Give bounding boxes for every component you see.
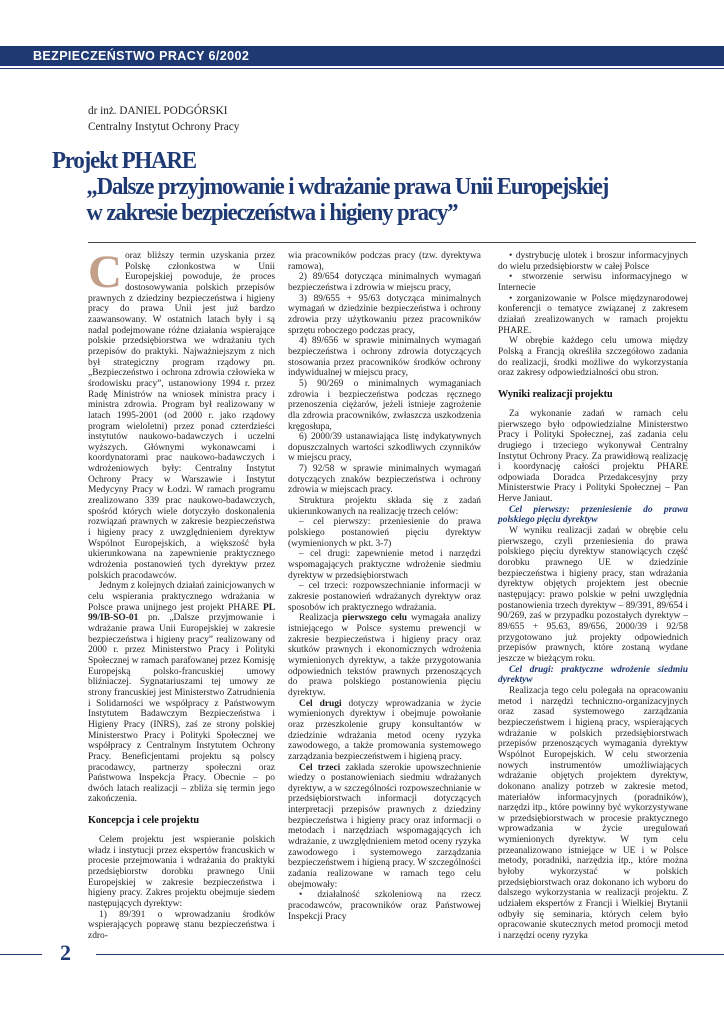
list-item: – cel drugi: zapewnienie metod i narzędzi wspomagających praktyczne wdrożenie siedmiu dyrektyw w przedsiębiorstwach xyxy=(288,549,481,581)
intro-text: oraz bliższy termin uzyskania przez Polskę członkostwa w Unii Europejskiej powoduje, że proces dostosowywania polskich przepisów prawnych z dziedziny bezpieczeństwa i higieny pracy do prawa Unii jest już bardzo zaawansowany. W ostatnich latach były i są nadal podejmowane różne działania wspierające polskie przedsiębiorstwa we wdrażaniu tych przepisów do praktyki. Najważniejszym z nich był strategiczny program rządowy pn. „Bezpieczeństwo i ochrona zdrowia człowieka w środowisku pracy”, ustanowiony 1994 r. przez Radę Ministrów na wniosek ministra pracy i ministra zdrowia. Program był realizowany w latach 1995-2001 (od 2000 r. jako rządowy program wieloletni) przez ponad czterdzieści instytutów naukowo-badawczych i uczelni wyższych. Głównymi wykonawcami i koordynatorami prac naukowo-badawczych i wdrożeniowych były: Centralny Instytut Ochrony Pracy w Warszawie i Instytut Medycyny Pracy w Łodzi. W ramach programu zrealizowano 339 prac naukowo-badawczych, spośród których wiele dotyczyło doskonalenia rozwiązań prawnych w zakresie bezpieczeństwa i higieny pracy z uwzględnieniem dyrektyw Wspólnot Europejskich, a większość była ukierunkowana na zapewnienie praktycznego wdrożenia postanowień tych dyrektyw przez polskich pracodawców. xyxy=(88,251,275,581)
author-affiliation: Centralny Instytut Ochrony Pracy xyxy=(88,121,240,133)
text-run: zakłada szerokie upowszechnienie wiedzy o postanowieniach siedmiu wdrażanych dyrektyw, a w szczególności rozpowszechnianie w przedsiębiorstwach informacji dotyczących interpretacji przepisów prawnych z dziedziny bezpieczeństwa i higieny pracy oraz informacji o metodach i narzędziach wspomagających ich wdrażanie, z uwzględnieniem metod oceny ryzyka zawodowego i systemowego zarządzania bezpieczeństwem i higieną pracy. W szczególności zadania realizowane w ramach tego celu obejmowały: xyxy=(288,762,481,890)
list-item: • stworzenie serwisu informacyjnego w Internecie xyxy=(498,272,688,293)
text-column-1 xyxy=(88,246,275,942)
list-item: – cel trzeci: rozpowszechnianie informacji w zakresie postanowień wdrażanych dyrektyw oraz sposobów ich praktycznego wdrażania. xyxy=(288,581,481,613)
paragraph: Realizacja tego celu polegała na opracowaniu metod i narzędzi techniczno-organizacyjnych oraz zasad systemowego zarządzania bezpieczeństwem i higieną pracy, wspierających wdrażanie w polskich przedsiębiorstwach przepisów przenoszących wymagania dyrektyw Wspólnot Europejskich. W celu stworzenia nowych instrumentów umożliwiających wdrażanie objętych projektem dyrektyw, dokonano analizy potrzeb w zakresie metod, materiałów informacyjnych (poradników), narzędzi itp., które powinny być wykorzystywane w przedsiębiorstwach w procesie praktycznego wprowadzania w życie uregulowań wymienionych dyrektyw. W tym celu przeanalizowano istniejące w UE i w Polsce metody, poradniki, narzędzia itp., które można byłoby wykorzystać w polskich przedsiębiorstwach oraz dokonano ich wyboru do dalszego wykorzystania w realizacji projektu. Z udziałem ekspertów z Francji i Wielkiej Brytanii odbyły się seminaria, których celem było opracowanie skutecznych metod promocji metod i narzędzi oceny ryzyka xyxy=(498,685,688,942)
list-item: – cel pierwszy: przeniesienie do prawa polskiego postanowień pięciu dyrektyw (wymienionych w pkt. 3-7) xyxy=(288,517,481,549)
subheading-goal-2: Cel drugi: praktyczne wdrożenie siedmiu dyrektyw xyxy=(498,664,688,686)
title-line-1: Projekt PHARE xyxy=(52,147,196,174)
list-item: 3) 89/655 + 95/63 dotycząca minimalnych wymagań w dziedzinie bezpieczeństwa i ochrony zdrowia przy użytkowaniu przez pracowników sprzętu roboczego podczas pracy, xyxy=(288,293,481,336)
list-item: • dystrybucję ulotek i broszur informacyjnych do wielu przedsiębiorstw w całej Polsce xyxy=(498,251,688,272)
paragraph: Za wykonanie zadań w ramach celu pierwszego było odpowiedzialne Ministerstwo Pracy i Polityki Społecznej, zaś zadania celu drugiego i trzeciego wykonywał Centralny Instytut Ochrony Pracy. Za prawidłową realizację i koordynację całości projektu PHARE odpowiada Doradca Przedakcesyjny przy Ministerstwie Pracy i Polityki Społecznej – Pan Herve Janiaut. xyxy=(498,408,688,505)
list-item: 7) 92/58 w sprawie minimalnych wymagań dotyczących znaków bezpieczeństwa i ochrony zdrowia w miejscach pracy. xyxy=(288,464,481,496)
list-item: 4) 89/656 w sprawie minimalnych wymagań bezpieczeństwa i ochrony zdrowia dotyczących stosowania przez pracowników środków ochrony indywidualnej w miejscu pracy, xyxy=(288,336,481,379)
text-column-2 xyxy=(288,251,481,922)
text-run: pn. „Dalsze przyjmowanie i wdrażanie prawa Unii Europejskiej w zakresie bezpieczeństwa i higieny pracy” realizowany od 2000 r. przez Ministerstwo Pracy i Polityki Społecznej w ramach parafowanej przez Komisję Europejską polsko-francuskiej umowy bliźniaczej. Sygnatariuszami tej umowy ze strony francuskiej jest Ministerstwo Zatrudnienia i Solidarności we współpracy z Państwowym Instytutem Badawczym Bezpieczeństwa i Higieny Pracy (INRS), zaś ze strony polskiej Ministerstwo Pracy i Polityki Społecznej we współpracy z Centralnym Instytutem Ochrony Pracy. Beneficjentami projektu są polscy pracodawcy, partnerzy społeczni oraz Państwowa Inspekcja Pracy. Obecnie – po dwóch latach realizacji – zbliża się termin jego zakończenia. xyxy=(88,613,275,805)
emphasis: Cel drugi xyxy=(299,698,342,709)
project-code: PL 99/IB-SO-01 xyxy=(88,602,275,624)
title-divider xyxy=(88,242,696,243)
section-heading-concept: Koncepcja i cele projektu xyxy=(88,815,200,827)
text-run: wymagała analizy istniejącego w Polsce systemu prewencji w zakresie bezpieczeństwa i higieny pracy oraz skutków prawnych i ekonomicznych wdrożenia wymienionych dyrektyw, a także przygotowania odpowiednich tekstów prawnych przenoszących do prawa polskiego postanowienia pięciu dyrektyw. xyxy=(288,613,481,698)
footer-divider-left xyxy=(0,954,42,955)
paragraph: Celem projektu jest wspieranie polskich władz i instytucji przez ekspertów francuskich w procesie przejmowania i wdrażania do praktyki przedsiębiorstw dorobku prawnego Unii Europejskiej w zakresie bezpieczeństwa i higieny pracy. Zakres projektu obejmuje siedem następujących dyrektyw: xyxy=(88,835,275,910)
intro-paragraph xyxy=(88,246,275,581)
emphasis: pierwszego celu xyxy=(342,613,408,624)
paragraph: W obrębie każdego celu umowa między Polską a Francją określiła szczegółowo zadania do realizacji, środki możliwe do wykorzystania oraz zakresy odpowiedzialności obu stron. xyxy=(498,336,688,379)
title-line-3: w zakresie bezpieczeństwa i higieny pracy” xyxy=(86,199,458,226)
journal-header-title: BEZPIECZEŃSTWO PRACY 6/2002 xyxy=(33,49,250,63)
section-heading-results: Wyniki realizacji projektu xyxy=(498,388,613,400)
emphasis: Cel trzeci xyxy=(299,762,341,773)
text-run: dotyczy wprowadzania w życie wymienionych dyrektyw i obejmuje powołanie oraz przeszkolenie grupy konsultantów w dziedzinie wdrażania metod oceny ryzyka zawodowego, a także promowania systemowego zarządzania bezpieczeństwem i higieną pracy. xyxy=(288,698,482,762)
paragraph xyxy=(288,613,481,698)
header-divider xyxy=(0,68,724,69)
list-item: 5) 90/269 o minimalnych wymaganiach zdrowia i bezpieczeństwa podczas ręcznego przenoszenia ciężarów, jeżeli istnieje zagrożenie dla zdrowia pracowników, zwłaszcza uszkodzenia kręgosłupa, xyxy=(288,378,481,432)
list-item: 1) 89/391 o wprowadzaniu środków wspierających poprawę stanu bezpieczeństwa i zdro- xyxy=(88,909,275,942)
list-item: wia pracowników podczas pracy (tzw. dyrektywa ramowa), xyxy=(288,251,481,272)
list-item: • działalność szkoleniową na rzecz pracodawców, pracowników oraz Państwowej Inspekcji Pracy xyxy=(288,890,481,922)
text-run: Realizacja xyxy=(299,613,343,624)
paragraph: W wyniku realizacji zadań w obrębie celu pierwszego, czyli przeniesienia do prawa polskiego pięciu dyrektyw stanowiących część dorobku prawnego UE w dziedzinie bezpieczeństwa i higieny pracy, stan wdrażania dyrektyw objętych projektem jest obecnie następujący: prawo polskie w pełni uwzględnia postanowienia trzech dyrektyw – 89/391, 89/654 i 90/269, zaś w przypadku pozostałych dyrektyw – 89/655 + 95.63, 89/656, 2000/39 i 92/58 przygotowano już projekty odpowiednich przepisów prawnych, które zostaną wydane jeszcze w bieżącym roku. xyxy=(498,526,688,664)
footer-divider-right xyxy=(96,954,724,955)
text-column-3 xyxy=(498,251,688,942)
title-line-2: „Dalsze przyjmowanie i wdrażanie prawa Unii Europejskiej xyxy=(86,173,609,200)
paragraph xyxy=(88,581,275,805)
text-run: Jednym z kolejnych działań zainicjowanych w celu wspierania praktycznego wdrażania w Polsce prawa unijnego jest projekt PHARE xyxy=(88,581,275,613)
paragraph xyxy=(288,763,481,891)
drop-cap: C xyxy=(88,246,122,298)
page-number: 2 xyxy=(60,940,71,965)
list-item: • zorganizowanie w Polsce międzynarodowej konferencji o tematyce związanej z zakresem działań zrealizowanych w ramach projektu PHARE. xyxy=(498,293,688,336)
paragraph xyxy=(288,699,481,763)
list-item: 6) 2000/39 ustanawiająca listę indykatywnych dopuszczalnych wartości szkodliwych czynników w miejscu pracy, xyxy=(288,432,481,464)
author-name: dr inż. DANIEL PODGÓRSKI xyxy=(88,105,228,117)
list-item: 2) 89/654 dotycząca minimalnych wymagań bezpieczeństwa i zdrowia w miejscu pracy, xyxy=(288,272,481,293)
paragraph: Struktura projektu składa się z zadań ukierunkowanych na realizację trzech celów: xyxy=(288,496,481,517)
subheading-goal-1: Cel pierwszy: przeniesienie do prawa polskiego pięciu dyrektyw xyxy=(498,504,688,526)
article-title xyxy=(52,148,657,226)
